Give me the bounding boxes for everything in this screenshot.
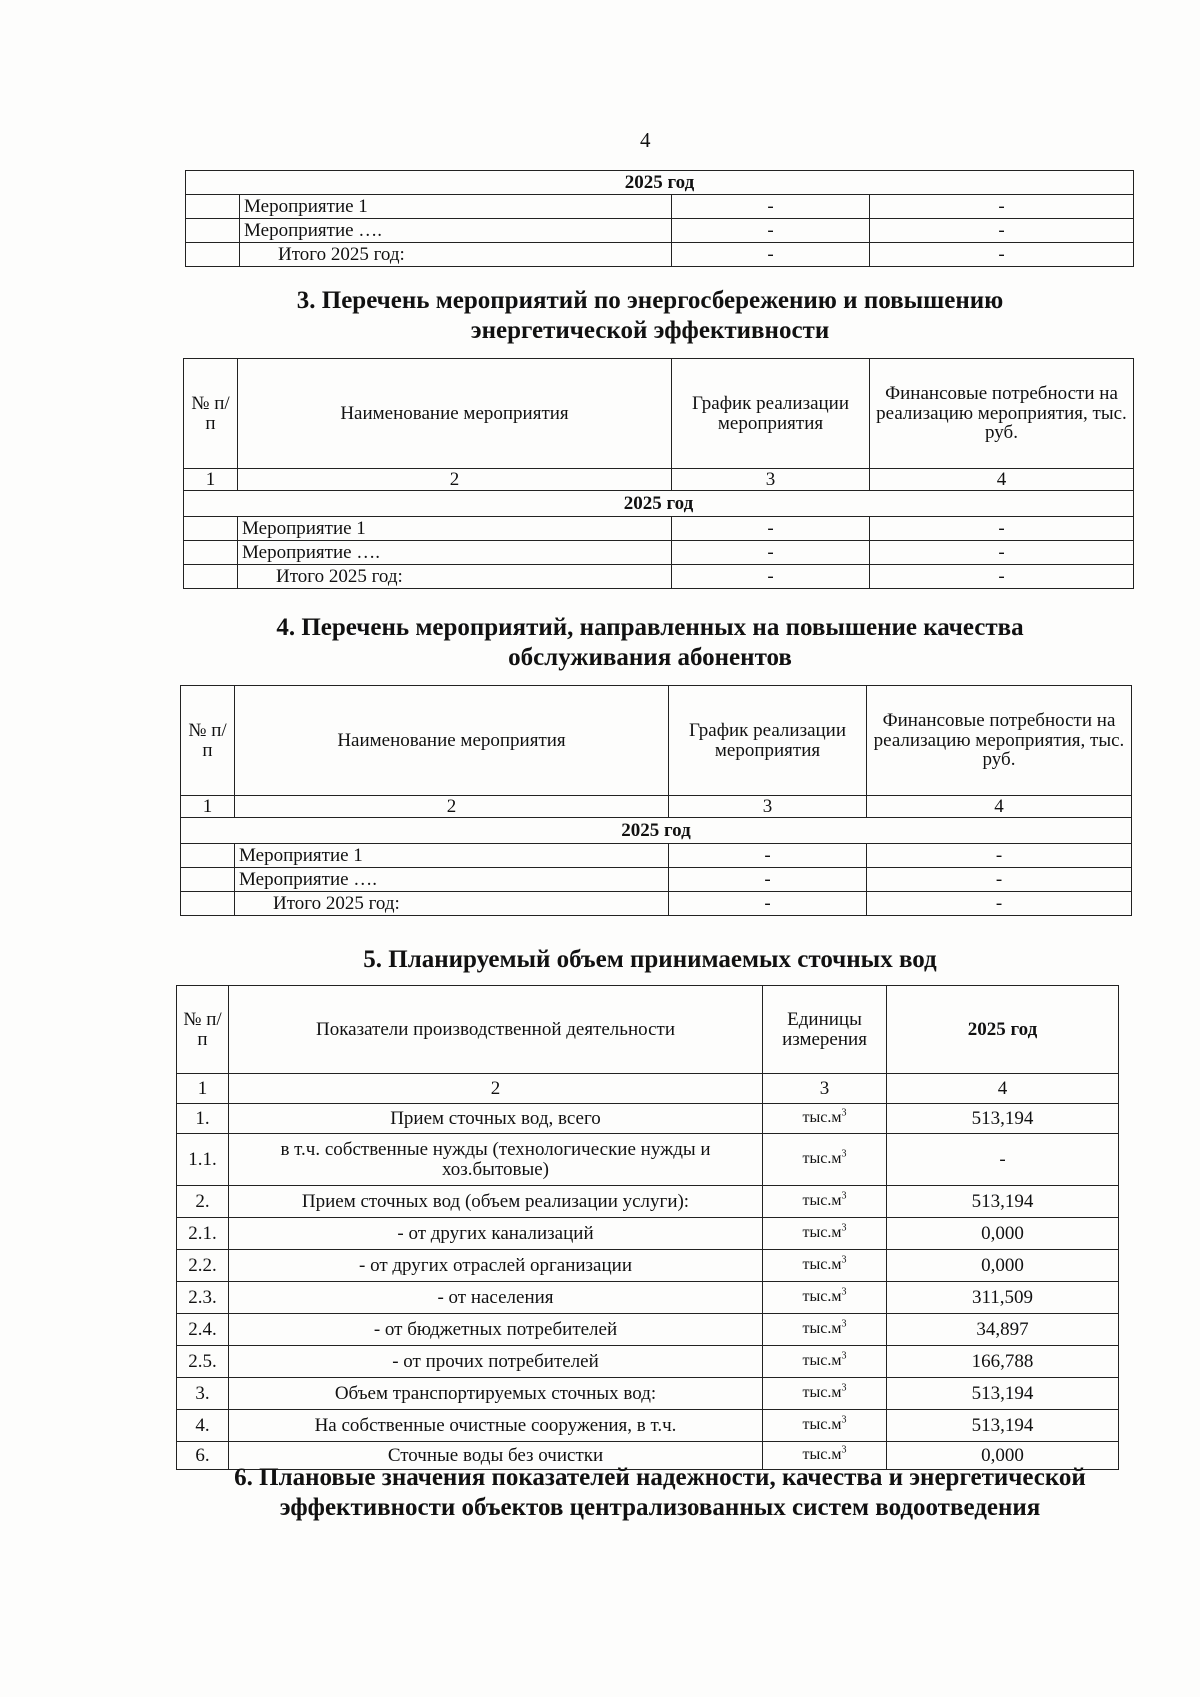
value-cell: 311,509: [887, 1282, 1119, 1314]
year-header: 2025 год: [186, 171, 1134, 195]
value-cell: 513,194: [887, 1104, 1119, 1134]
unit-text: тыс.м: [802, 1320, 842, 1338]
table-row: [177, 1134, 1119, 1186]
section4-title: [150, 613, 1150, 673]
table-row: [186, 195, 1134, 219]
value-cell: 166,788: [887, 1346, 1119, 1378]
measure-total: Итого 2025 год:: [238, 565, 672, 589]
measure-name: Мероприятие ….: [238, 541, 672, 565]
value-cell: 34,897: [887, 1314, 1119, 1346]
schedule-cell: -: [669, 892, 867, 916]
col-number: 2: [229, 1074, 763, 1104]
row-number: 1.1.: [177, 1134, 229, 1186]
section5-table: [176, 985, 1119, 1470]
table-row: [181, 868, 1132, 892]
table-row: [177, 1378, 1119, 1410]
schedule-cell: -: [672, 243, 870, 267]
measure-total: Итого 2025 год:: [240, 243, 672, 267]
table-row: [177, 1104, 1119, 1134]
table-row: [177, 1410, 1119, 1442]
row-number: 1.: [177, 1104, 229, 1134]
unit-text: тыс.м: [802, 1352, 842, 1370]
header-year: 2025 год: [887, 986, 1119, 1074]
unit-superscript: 3: [841, 1286, 847, 1298]
schedule-cell: -: [669, 844, 867, 868]
value-cell: 0,000: [887, 1250, 1119, 1282]
table-row: [177, 1218, 1119, 1250]
finance-cell: -: [867, 844, 1132, 868]
row-number: 2.1.: [177, 1218, 229, 1250]
table-row: [177, 1314, 1119, 1346]
value-cell: -: [887, 1134, 1119, 1186]
unit-superscript: 3: [841, 1222, 847, 1234]
indicator-cell: - от бюджетных потребителей: [229, 1314, 763, 1346]
unit-text: тыс.м: [802, 1288, 842, 1306]
header-indicator: Показатели производственной деятельности: [229, 986, 763, 1074]
schedule-cell: -: [672, 541, 870, 565]
table-row: [181, 844, 1132, 868]
table-row: [177, 1186, 1119, 1218]
row-number: 2.4.: [177, 1314, 229, 1346]
finance-cell: -: [870, 517, 1134, 541]
finance-cell: -: [870, 541, 1134, 565]
schedule-cell: -: [672, 219, 870, 243]
top-measures-table: [185, 170, 1134, 267]
unit-cell: [763, 1314, 887, 1346]
indicator-cell: Прием сточных вод, всего: [229, 1104, 763, 1134]
unit-superscript: 3: [841, 1350, 847, 1362]
unit-cell: [763, 1346, 887, 1378]
row-number: 6.: [177, 1442, 229, 1470]
finance-cell: -: [867, 892, 1132, 916]
unit-superscript: 3: [841, 1107, 847, 1119]
unit-cell: [763, 1104, 887, 1134]
unit-text: тыс.м: [802, 1224, 842, 1242]
table-row: [177, 1346, 1119, 1378]
row-number: 2.5.: [177, 1346, 229, 1378]
unit-text: тыс.м: [802, 1109, 842, 1127]
section6-title-line2: эффективности объектов централизованных систем водоотведения: [279, 1494, 1041, 1521]
unit-superscript: 3: [841, 1414, 847, 1426]
section3-title-line2: энергетической эффективности: [470, 317, 830, 344]
page-number: 4: [640, 128, 651, 152]
col-number: 1: [177, 1074, 229, 1104]
indicator-cell: - от других отраслей организации: [229, 1250, 763, 1282]
finance-cell: -: [867, 868, 1132, 892]
section3-title-line1: 3. Перечень мероприятий по энергосбережению и повышению: [296, 287, 1004, 314]
measure-name: Мероприятие ….: [235, 868, 669, 892]
measure-name: Мероприятие 1: [235, 844, 669, 868]
header-unit: Единицы измерения: [763, 986, 887, 1074]
col-number: 2: [238, 469, 672, 491]
col-number: 2: [235, 796, 669, 818]
finance-cell: -: [870, 195, 1134, 219]
indicator-cell: в т.ч. собственные нужды (технологические нужды и хоз.бытовые): [229, 1134, 763, 1186]
unit-text: тыс.м: [802, 1384, 842, 1402]
unit-superscript: 3: [841, 1254, 847, 1266]
value-cell: 513,194: [887, 1186, 1119, 1218]
section6-title: [140, 1463, 1180, 1523]
row-number: 2.3.: [177, 1282, 229, 1314]
header-finance: Финансовые потребности на реализацию мероприятия, тыс. руб.: [870, 359, 1134, 469]
unit-superscript: 3: [841, 1148, 847, 1160]
measure-name: Мероприятие ….: [240, 219, 672, 243]
schedule-cell: -: [672, 195, 870, 219]
unit-cell: [763, 1378, 887, 1410]
unit-cell: [763, 1186, 887, 1218]
header-num: № п/п: [184, 359, 238, 469]
table-row: [177, 1250, 1119, 1282]
unit-text: тыс.м: [802, 1150, 842, 1168]
col-number: 3: [669, 796, 867, 818]
row-number: 2.2.: [177, 1250, 229, 1282]
schedule-cell: -: [672, 517, 870, 541]
table-row: [184, 541, 1134, 565]
col-number: 4: [887, 1074, 1119, 1104]
col-number: 3: [672, 469, 870, 491]
indicator-cell: - от других канализаций: [229, 1218, 763, 1250]
table-row: [184, 517, 1134, 541]
header-schedule: График реализации мероприятия: [672, 359, 870, 469]
value-cell: 513,194: [887, 1378, 1119, 1410]
unit-text: тыс.м: [802, 1192, 842, 1210]
table-row: [184, 565, 1134, 589]
header-schedule: График реализации мероприятия: [669, 686, 867, 796]
header-finance: Финансовые потребности на реализацию мероприятия, тыс. руб.: [867, 686, 1132, 796]
header-name: Наименование мероприятия: [235, 686, 669, 796]
col-number: 4: [870, 469, 1134, 491]
unit-cell: [763, 1250, 887, 1282]
unit-text: тыс.м: [802, 1446, 842, 1464]
header-name: Наименование мероприятия: [238, 359, 672, 469]
section4-title-line1: 4. Перечень мероприятий, направленных на повышение качества: [276, 614, 1024, 641]
col-number: 1: [181, 796, 235, 818]
unit-cell: [763, 1282, 887, 1314]
row-number: 2.: [177, 1186, 229, 1218]
indicator-cell: - от прочих потребителей: [229, 1346, 763, 1378]
measure-name: Мероприятие 1: [238, 517, 672, 541]
row-number: 4.: [177, 1410, 229, 1442]
year-header: 2025 год: [181, 818, 1132, 844]
indicator-cell: Сточные воды без очистки: [229, 1442, 763, 1470]
section4-table: [180, 685, 1132, 916]
value-cell: 0,000: [887, 1218, 1119, 1250]
unit-superscript: 3: [841, 1444, 847, 1456]
unit-cell: [763, 1218, 887, 1250]
section4-title-line2: обслуживания абонентов: [508, 644, 792, 671]
table-row: [186, 243, 1134, 267]
section5-title: 5. Планируемый объем принимаемых сточных вод: [363, 946, 937, 973]
measure-name: Мероприятие 1: [240, 195, 672, 219]
unit-superscript: 3: [841, 1382, 847, 1394]
value-cell: 513,194: [887, 1410, 1119, 1442]
finance-cell: -: [870, 243, 1134, 267]
schedule-cell: -: [669, 868, 867, 892]
unit-cell: [763, 1134, 887, 1186]
indicator-cell: Объем транспортируемых сточных вод:: [229, 1378, 763, 1410]
header-num: № п/п: [177, 986, 229, 1074]
table-row: [177, 1282, 1119, 1314]
unit-text: тыс.м: [802, 1256, 842, 1274]
section6-title-line1: 6. Плановые значения показателей надежности, качества и энергетической: [234, 1464, 1086, 1491]
unit-superscript: 3: [841, 1318, 847, 1330]
col-number: 4: [867, 796, 1132, 818]
unit-text: тыс.м: [802, 1416, 842, 1434]
col-number: 3: [763, 1074, 887, 1104]
table-row: [186, 219, 1134, 243]
unit-superscript: 3: [841, 1190, 847, 1202]
indicator-cell: Прием сточных вод (объем реализации услуги):: [229, 1186, 763, 1218]
indicator-cell: - от населения: [229, 1282, 763, 1314]
section3-title: [150, 286, 1150, 346]
indicator-cell: На собственные очистные сооружения, в т.ч.: [229, 1410, 763, 1442]
section3-table: [183, 358, 1134, 589]
row-number: 3.: [177, 1378, 229, 1410]
unit-cell: [763, 1410, 887, 1442]
col-number: 1: [184, 469, 238, 491]
measure-total: Итого 2025 год:: [235, 892, 669, 916]
table-row: [181, 892, 1132, 916]
year-header: 2025 год: [184, 491, 1134, 517]
schedule-cell: -: [672, 565, 870, 589]
header-num: № п/п: [181, 686, 235, 796]
finance-cell: -: [870, 219, 1134, 243]
value-cell: 0,000: [887, 1442, 1119, 1470]
finance-cell: -: [870, 565, 1134, 589]
